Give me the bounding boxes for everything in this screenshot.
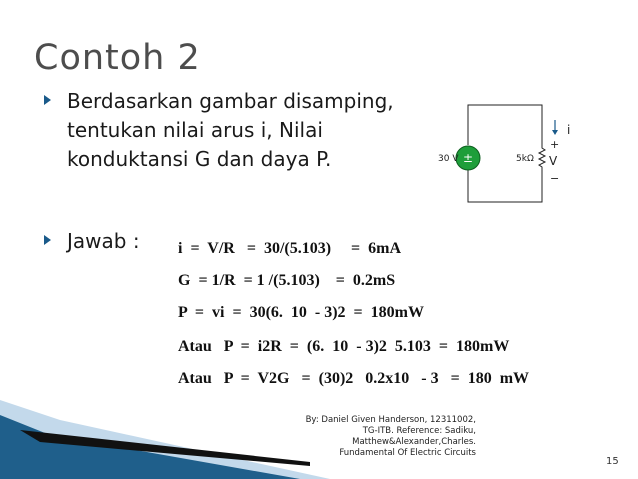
resistor-icon: [539, 145, 545, 170]
current-label: i: [567, 123, 571, 137]
slide-title: Contoh 2: [34, 38, 201, 78]
circuit-wire: [468, 170, 542, 202]
answer-line-current: i = V/R = 30/(5.103) = 6mA: [178, 240, 402, 257]
page-number: 15: [606, 456, 619, 467]
current-arrowhead-icon: [552, 130, 558, 135]
question-text: Berdasarkan gambar disamping, tentukan nilai arus i, Nilai konduktansi G dan daya P.: [67, 89, 394, 171]
source-sign: ±: [462, 151, 474, 165]
bullet-arrow-icon: [44, 235, 51, 245]
bullet-answer: [44, 227, 140, 256]
voltage-plus: +: [550, 138, 560, 151]
bullet-arrow-icon: [44, 95, 51, 105]
footer-credit: By: Daniel Given Handerson, 12311002, TG-ITB. Reference: Sadiku, Matthew&Alexander,Charles. Fundamental Of Electric Circuits: [305, 415, 476, 458]
circuit-wire: [468, 105, 542, 145]
source-label: 30 V: [438, 154, 459, 164]
voltage-minus: −: [550, 172, 560, 185]
bullet-question: [44, 87, 427, 174]
answer-line-power: P = vi = 30(6. 10 - 3)2 = 180mW: [178, 304, 424, 321]
circuit-diagram: [424, 102, 604, 212]
answer-line-conductance: G = 1/R = 1 /(5.103) = 0.2mS: [178, 272, 396, 289]
answer-heading: Jawab :: [67, 229, 140, 253]
answer-line-power-alt2: Atau P = V2G = (30)2 0.2x10 - 3 = 180 mW: [178, 370, 530, 387]
answer-line-power-alt1: Atau P = i2R = (6. 10 - 3)2 5.103 = 180mW: [178, 338, 510, 355]
voltage-label: V: [549, 154, 558, 168]
resistor-label: 5kΩ: [516, 154, 534, 164]
